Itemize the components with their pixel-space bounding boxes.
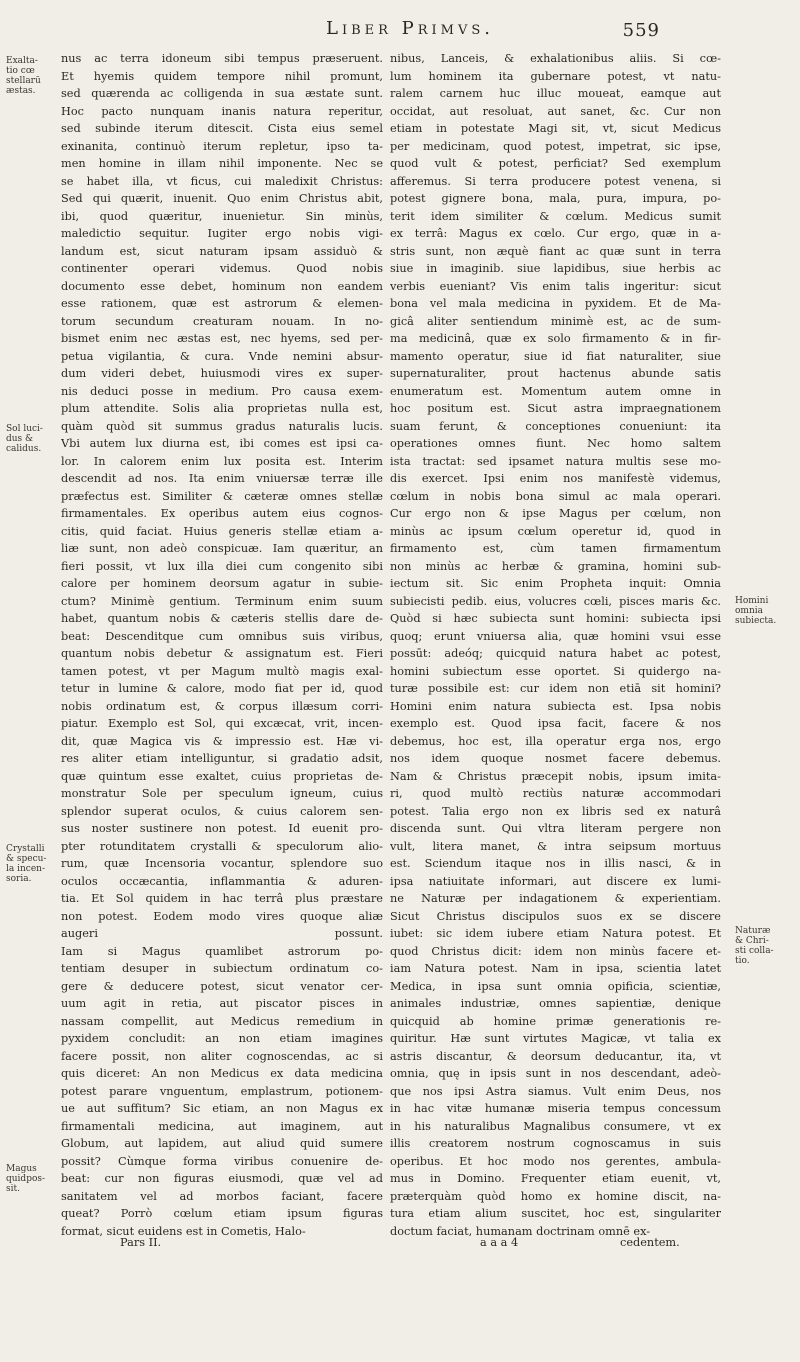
- text-line: occidat, aut resoluat, aut sanet, &c. Cur non: [390, 104, 721, 118]
- text-line: iectum sit. Sic enim Propheta inquit: Omnia: [390, 577, 721, 590]
- text-line: Homini enim natura subiecta est. Ipsa nobis: [390, 699, 721, 713]
- text-line: supernaturaliter, prout hactenus abunde satis: [390, 367, 721, 380]
- text-line: Vbi autem lux diurna est, ibi comes est ipsi ca-: [61, 437, 383, 450]
- text-line: Hoc pacto nunquam inanis natura reperitur,: [61, 104, 383, 118]
- text-line: in his naturalibus Magnalibus consumere, vt ex: [390, 1119, 721, 1133]
- text-line: subiecisti pedib. eius, volucres cœli, pisces maris &c.: [390, 594, 721, 608]
- text-line: se habet illa, vt ficus, cui maledixit Christus:: [61, 174, 383, 188]
- text-line: debemus, hoc est, illa operatur erga nos, ergo: [390, 734, 721, 748]
- text-line: tia. Et Sol quidem in hac terrâ plus præstare: [61, 892, 383, 905]
- text-line: Cur ergo non & ipse Magus per cœlum, non: [390, 507, 721, 520]
- text-line: petua vigilantia, & cura. Vnde nemini absur-: [61, 349, 383, 363]
- text-line: quis diceret: An non Medicus ex data medicina: [61, 1067, 383, 1080]
- text-line: dit, quæ Magica vis & impressio est. Hæ vi-: [61, 734, 383, 748]
- text-line: sanitatem vel ad morbos faciant, facere: [61, 1189, 383, 1203]
- text-line: calore per hominem deorsum agatur in subie-: [61, 577, 383, 590]
- text-line: tentiam desuper in subiectum ordinatum co-: [61, 962, 383, 975]
- text-line: men homine in illam nihil imponente. Nec se: [61, 157, 383, 170]
- text-line: non minùs ac herbæ & gramina, homini sub-: [390, 559, 721, 573]
- text-line: terit idem similiter & cœlum. Medicus sumit: [390, 209, 721, 223]
- text-line: tetur in lumine & calore, modo fiat per id, quod: [61, 682, 383, 695]
- text-line: operibus. Et hoc modo nos gerentes, ambula-: [390, 1154, 721, 1168]
- margin-note-sol: Sol luci- dus & calidus.: [6, 424, 43, 454]
- text-line: pter rotunditatem crystalli & speculorum alio-: [61, 839, 383, 853]
- text-line: maledictio sequitur. Iugiter ergo nobis vigi-: [61, 227, 383, 240]
- text-line: beat: Descenditque cum omnibus suis viribus,: [61, 629, 383, 643]
- text-line: minùs ac ipsum cœlum operetur id, quod in: [390, 524, 721, 538]
- text-line: Sed qui quærit, inuenit. Quo enim Christus abit,: [61, 192, 383, 205]
- text-line: operationes omnes fiunt. Nec homo saltem: [390, 437, 721, 450]
- text-line: mus in Domino. Frequenter etiam euenit, vt,: [390, 1172, 721, 1185]
- text-line: stris sunt, non æquè fiant ac quæ sunt in terra: [390, 244, 721, 258]
- gathering-signature: a a a 4: [480, 1236, 519, 1249]
- text-line: ue aut suffitum? Sic etiam, an non Magus ex: [61, 1102, 383, 1115]
- text-line: documento esse debet, hominum non eandem: [61, 279, 383, 293]
- text-line: exemplo est. Quod ipsa facit, facere & nos: [390, 717, 721, 730]
- text-line: quod Christus dicit: idem non minùs facere et-: [390, 944, 721, 958]
- text-line: verbis eueniant? Vis enim talis ingeritur: sicut: [390, 279, 721, 293]
- text-line: non potest. Eodem modo vires quoque aliæ: [61, 909, 383, 923]
- text-line: est. Sciendum itaque nos in illis nasci, & in: [390, 857, 721, 870]
- text-line: possit? Cùmque forma viribus conuenire de-: [61, 1154, 383, 1168]
- text-line: nassam compellit, aut Medicus remedium in: [61, 1014, 383, 1028]
- text-line: Et hyemis quidem tempore nihil promunt,: [61, 69, 383, 83]
- text-line: oculos occæcantia, inflammantia & aduren-: [61, 874, 383, 888]
- text-line: mamento operatur, siue id fiat naturaliter, siue: [390, 349, 721, 363]
- text-line: enumeratum est. Momentum autem omne in: [390, 384, 721, 398]
- text-line: splendor superat oculos, & cuius calorem sen-: [61, 804, 383, 818]
- text-line: in hac vitæ humanæ miseria tempus concessum: [390, 1102, 721, 1115]
- text-line: homini subiectum esse oportet. Si quidergo na-: [390, 664, 721, 678]
- text-line: nis deduci posse in medium. Pro causa exem-: [61, 384, 383, 398]
- text-line: illis creatorem nostrum cognoscamus in suis: [390, 1137, 721, 1150]
- text-line: ibi, quod quæritur, inuenietur. Sin minùs,: [61, 209, 383, 223]
- text-line: vult, litera manet, & intra seipsum mortuus: [390, 839, 721, 853]
- text-line: præfectus est. Similiter & cæteræ omnes stellæ: [61, 489, 383, 503]
- margin-note-homini: Homini omnia subiecta.: [735, 596, 777, 626]
- text-line: Globum, aut lapidem, aut aliud quid sumere: [61, 1137, 383, 1150]
- text-line: nus ac terra idoneum sibi tempus præseruent.: [61, 52, 383, 65]
- text-line: ri, quod multò rectiùs naturæ accommodari: [390, 787, 721, 800]
- text-line: possūt: adeóq; quicquid natura habet ac potest,: [390, 647, 721, 660]
- text-line: lor. In calorem enim lux posita est. Interim: [61, 454, 383, 468]
- text-line: iubet: sic idem iubere etiam Natura potest. Et: [390, 927, 721, 940]
- text-line: discenda sunt. Qui vltra literam pergere non: [390, 822, 721, 835]
- margin-note-exaltatio: Exalta- tio cœ stellarū æstas.: [6, 56, 41, 96]
- text-line: quàm quòd sit summus gradus naturalis lucis.: [61, 419, 383, 433]
- text-line: potest parare vnguentum, emplastrum, potionem-: [61, 1084, 383, 1098]
- text-line: bismet enim nec æstas est, nec hyems, sed per-: [61, 332, 383, 345]
- text-line: ipsa natiuitate informari, aut discere ex lumi-: [390, 874, 721, 888]
- text-line: dis exercet. Ipsi enim nos manifestè videmus,: [390, 472, 721, 485]
- text-line: astris discantur, & deorsum deducantur, ita, vt: [390, 1049, 721, 1063]
- text-line: citis, quid faciat. Huius generis stellæ etiam a-: [61, 524, 383, 538]
- text-line: tura etiam alium suscitet, hoc est, singulariter: [390, 1207, 721, 1220]
- text-line: augeri possunt.: [61, 927, 383, 940]
- text-line: suam ferunt, & conceptiones conueniunt: ita: [390, 419, 721, 433]
- text-line: firmamentales. Ex operibus autem eius cognos-: [61, 507, 383, 520]
- running-head: Liber Primvs.: [325, 18, 494, 39]
- text-line: Quòd si hæc subiecta sunt homini: subiecta ipsi: [390, 612, 721, 625]
- text-line: continenter operari videmus. Quod nobis: [61, 262, 383, 275]
- text-line: pyxidem concludit: an non etiam imagines: [61, 1032, 383, 1045]
- text-line: Medica, in ipsa sunt omnia opificia, scientiæ,: [390, 979, 721, 993]
- text-line: ex terrâ: Magus ex cœlo. Cur ergo, quæ in a-: [390, 227, 721, 240]
- text-line: etiam in potestate Magi sit, vt, sicut Medicus: [390, 122, 721, 135]
- right-column: [390, 50, 721, 1240]
- text-line: gicâ aliter sentiendum minimè est, ac de sum-: [390, 314, 721, 328]
- page-number: 559: [622, 20, 660, 41]
- text-line: liæ sunt, non adeò conspicuæ. Iam quæritur, an: [61, 542, 383, 555]
- text-line: tamen potest, vt per Magum multò magis exal-: [61, 664, 383, 678]
- text-line: ralem carnem huc illuc moueat, eamque aut: [390, 87, 721, 100]
- text-line: beat: cur non figuras eiusmodi, quæ vel ad: [61, 1172, 383, 1185]
- text-line: ne Naturæ per indagationem & experientiam.: [390, 892, 721, 905]
- text-line: torum secundum creaturam nouam. In no-: [61, 314, 383, 328]
- text-line: queat? Porrò cœlum etiam ipsum figuras: [61, 1207, 383, 1220]
- signature-mark: Pars II.: [120, 1236, 162, 1249]
- text-line: sus noster sustinere non potest. Id euenit pro-: [61, 822, 383, 835]
- text-line: sed subinde iterum ditescit. Cista eius semel: [61, 122, 383, 135]
- text-line: Nam & Christus præcepit nobis, ipsum imita-: [390, 769, 721, 783]
- text-line: quæ quintum esse exaltet, cuius proprietas de-: [61, 769, 383, 783]
- text-line: nobis ordinatum est, & corpus illæsum corri-: [61, 699, 383, 713]
- text-line: turæ possibile est: cur idem non etiā sit homini?: [390, 682, 721, 695]
- text-line: fieri possit, vt lux illa diei cum congenito sibi: [61, 559, 383, 573]
- text-line: ma medicinâ, quæ ex solo firmamento & in fir-: [390, 332, 721, 345]
- text-line: facere possit, non aliter cognoscendas, ac si: [61, 1049, 383, 1063]
- text-line: landum est, sicut naturam ipsam assiduò &: [61, 244, 383, 258]
- text-line: firmamentali medicina, aut imaginem, aut: [61, 1119, 383, 1133]
- text-line: iam Natura potest. Nam in ipsa, scientia latet: [390, 962, 721, 975]
- text-line: dum videri debet, huiusmodi vires ex super-: [61, 367, 383, 380]
- text-line: exinanita, continuò iterum repletur, ipso ta-: [61, 139, 383, 153]
- text-line: potest gignere bona, mala, pura, impura, po-: [390, 192, 721, 205]
- text-line: rum, quæ Incensoria vocantur, splendore suo: [61, 857, 383, 870]
- text-line: afferemus. Si terra producere potest venena, si: [390, 174, 721, 188]
- left-column: [61, 50, 383, 1240]
- text-line: plum attendite. Solis alia proprietas nulla est,: [61, 402, 383, 415]
- text-line: gere & deducere potest, sicut venator cer-: [61, 979, 383, 993]
- text-line: præterquàm quòd homo ex homine discit, na-: [390, 1189, 721, 1203]
- text-line: format, sicut euidens est in Cometis, Halo-: [61, 1224, 306, 1238]
- text-line: quod vult & potest, perficiat? Sed exemplum: [390, 157, 721, 170]
- text-line: firmamento est, cùm tamen firmamentum: [390, 542, 721, 555]
- text-line: siue in imaginib. siue lapidibus, siue herbis ac: [390, 262, 721, 275]
- text-line: lum hominem ita gubernare potest, vt natu-: [390, 69, 721, 83]
- margin-note-naturae: Naturæ & Chri- sti colla- tio.: [735, 926, 774, 966]
- text-line: doctum faciat, humanam doctrinam omnē ex-: [390, 1224, 651, 1238]
- text-line: potest. Talia ergo non ex libris sed ex naturâ: [390, 804, 721, 818]
- text-line: quicquid ab homine primæ generationis re-: [390, 1014, 721, 1028]
- text-line: sed quærenda ac colligenda in sua æstate sunt.: [61, 87, 383, 100]
- text-line: nibus, Lanceis, & exhalationibus aliis. Si cœ-: [390, 52, 721, 65]
- text-line: per medicinam, quod potest, impetrat, sic ipse,: [390, 139, 721, 153]
- text-line: quantum nobis debetur & assignatum est. Fieri: [61, 647, 383, 660]
- text-line: Sicut Christus discipulos suos ex se discere: [390, 909, 721, 923]
- text-line: descendit ad nos. Ita enim vniuersæ terræ ille: [61, 472, 383, 485]
- text-line: bona vel mala medicina in pyxidem. Et de Ma-: [390, 297, 721, 310]
- text-line: Iam si Magus quamlibet astrorum po-: [61, 944, 383, 958]
- text-line: nos idem quoque nosmet facere debemus.: [390, 752, 721, 765]
- text-line: res aliter etiam intelliguntur, si gradatio adsit,: [61, 752, 383, 765]
- margin-note-crystalli: Crystalli & specu- la incen- soria.: [6, 844, 47, 884]
- text-line: uum agit in retia, aut piscator pisces in: [61, 997, 383, 1010]
- text-line: quiritur. Hæ sunt virtutes Magicæ, vt talia ex: [390, 1032, 721, 1045]
- text-line: cœlum in nobis bona simul ac mala operari.: [390, 489, 721, 503]
- text-line: quoq; erunt vniuersa alia, quæ homini vsui esse: [390, 629, 721, 643]
- text-line: ista tractat: sed ipsamet natura multis sese mo-: [390, 454, 721, 468]
- margin-note-magus: Magus quidpos- sit.: [6, 1164, 46, 1194]
- text-line: habet, quantum nobis & cæteris stellis dare de-: [61, 612, 383, 625]
- catchword: cedentem.: [620, 1236, 680, 1249]
- text-line: esse rationem, quæ est astrorum & elemen-: [61, 297, 383, 310]
- text-line: monstratur Sole per speculum igneum, cuius: [61, 787, 383, 800]
- text-line: que nos ipsi Astra siamus. Vult enim Deus, nos: [390, 1084, 721, 1098]
- text-line: piatur. Exemplo est Sol, qui excæcat, vrit, incen-: [61, 717, 383, 730]
- text-line: ctum? Minimè gentium. Terminum enim suum: [61, 594, 383, 608]
- text-line: omnia, quę in ipsis sunt in nos descendant, adeò-: [390, 1067, 721, 1080]
- text-line: animales industriæ, omnes sapientiæ, denique: [390, 997, 721, 1010]
- text-line: hoc positum est. Sicut astra impraegnationem: [390, 402, 721, 415]
